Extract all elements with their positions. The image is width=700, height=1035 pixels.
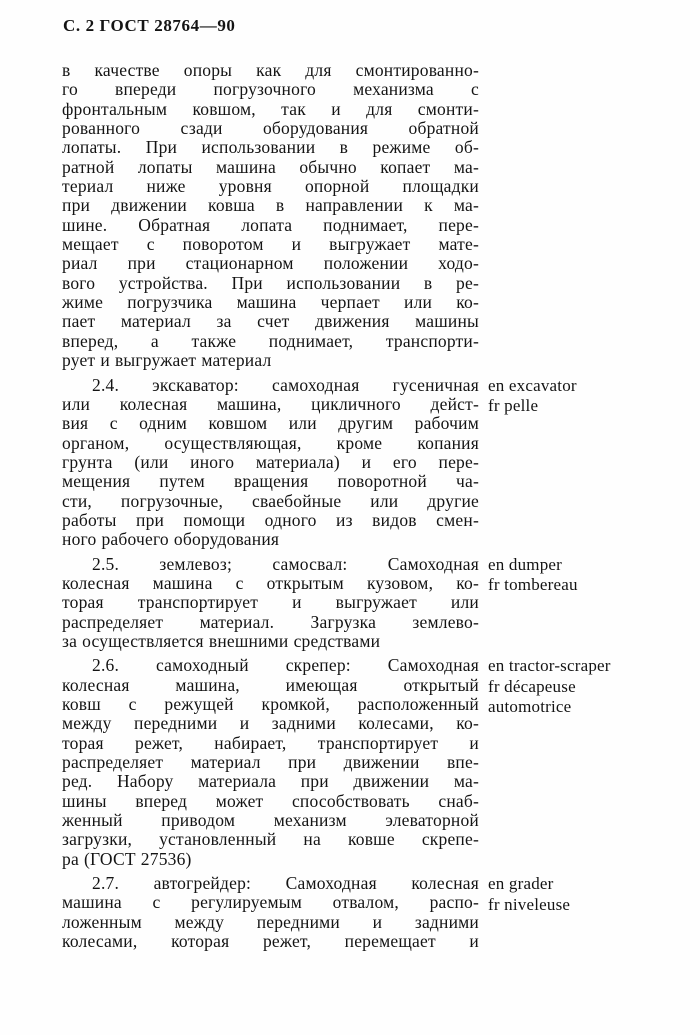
text-line: за осуществляется внешними средствами — [62, 630, 381, 651]
text-line: сти, погрузочные, сваебойные или другие — [62, 490, 479, 511]
text-line: женный приводом механизм элеваторной — [62, 810, 479, 831]
text-line: органом, осуществляющая, кроме копания — [62, 432, 479, 453]
margin-term: fr niveleuse — [488, 894, 571, 914]
text-line: вого устройства. При использовании в ре- — [62, 272, 479, 293]
text-line: лопаты. При использовании в режиме об- — [62, 137, 479, 158]
paragraph-term-2-7 — [62, 874, 694, 951]
text-line: ра (ГОСТ 27536) — [62, 848, 192, 869]
paragraph-term-2-4 — [62, 376, 694, 550]
margin-term: automotrice — [488, 697, 572, 717]
text-line: вия с одним ковшом или другим рабочим — [62, 413, 479, 434]
text-line: или колесная машина, цикличного дейст- — [62, 393, 479, 414]
text-line: ного рабочего оборудования — [62, 529, 280, 550]
text-line: распределяет материал. Загрузка землево- — [62, 611, 479, 632]
page-header: С. 2 ГОСТ 28764—90 — [63, 16, 236, 35]
text-line: пает материал за счет движения машины — [62, 311, 479, 332]
margin-note — [488, 656, 685, 718]
text-line: при движении ковша в направлении к ма- — [62, 195, 479, 216]
text-line: торая режет, набирает, транспортирует и — [62, 732, 479, 753]
text-line: шине. Обратная лопата поднимает, пере- — [62, 214, 479, 235]
margin-note — [488, 555, 685, 596]
text-line: риал при стационарном положении ходо- — [62, 253, 479, 274]
text-line: ратной лопаты машина обычно копает ма- — [62, 156, 479, 177]
text-line: го впереди погрузочного механизма с — [62, 79, 479, 100]
margin-term: en dumper — [488, 554, 563, 574]
paragraph-text — [62, 874, 479, 951]
margin-note — [488, 376, 685, 417]
margin-term: fr pelle — [488, 396, 539, 415]
text-line: загрузки, установленный на ковше скрепе- — [62, 829, 479, 850]
text-line: между передними и задними колесами, ко- — [62, 713, 479, 734]
paragraph-text — [62, 555, 479, 652]
margin-term: en excavator — [488, 375, 577, 395]
text-line: 2.7. автогрейдер: Самоходная колесная — [92, 873, 479, 894]
paragraph-term-2-5 — [62, 555, 694, 652]
text-line: 2.5. землевоз; самосвал: Самоходная — [92, 553, 479, 574]
text-line: ложенным между передними и задними — [62, 911, 479, 932]
text-line: 2.4. экскаватор: самоходная гусеничная — [92, 374, 479, 395]
text-line: торая транспортирует и выгружает или — [62, 592, 479, 613]
text-line: колесная машина, имеющая открытый — [62, 674, 479, 695]
text-line: териал ниже уровня опорной площадки — [62, 176, 479, 197]
margin-term: en grader — [488, 874, 554, 894]
text-line: шины вперед может способствовать снаб- — [62, 790, 479, 811]
text-line: вперед, а также поднимает, транспорти- — [62, 330, 479, 351]
margin-term: en tractor-scraper — [488, 656, 611, 676]
text-line: мещает с поворотом и выгружает мате- — [62, 234, 479, 255]
margin-note — [488, 874, 685, 915]
text-line: мещения путем вращения поворотной ча- — [62, 471, 479, 492]
text-line: 2.6. самоходный скрепер: Самоходная — [92, 655, 479, 676]
text-line: ковш с режущей кромкой, расположенный — [62, 694, 479, 714]
text-line: колесная машина с открытым кузовом, ко- — [62, 572, 479, 593]
paragraph-continuation — [62, 61, 694, 371]
margin-term: fr décapeuse — [488, 676, 576, 696]
document-body — [62, 61, 694, 951]
text-line: работы при помощи одного из видов смен- — [62, 509, 479, 530]
paragraph-text — [62, 656, 479, 869]
text-line: грунта (или иного материала) и его пере- — [62, 451, 479, 472]
paragraph-text — [62, 376, 479, 550]
text-line: рованного сзади оборудования обратной — [62, 118, 479, 139]
text-line: рует и выгружает материал — [62, 350, 272, 371]
text-line: распределяет материал при движении впе- — [62, 752, 479, 773]
paragraph-term-2-6 — [62, 656, 694, 869]
text-line: машина с регулируемым отвалом, распо- — [62, 892, 479, 913]
text-line: в качестве опоры как для смонтированно- — [62, 60, 479, 80]
text-line: фронтальным ковшом, так и для смонти- — [62, 98, 479, 119]
paragraph-text — [62, 61, 479, 371]
text-line: жиме погрузчика машина черпает или ко- — [62, 292, 479, 313]
margin-term: fr tombereau — [488, 575, 578, 595]
text-line: ред. Набору материала при движении ма- — [62, 771, 479, 792]
text-line: колесами, которая режет, перемещает и — [62, 931, 479, 952]
